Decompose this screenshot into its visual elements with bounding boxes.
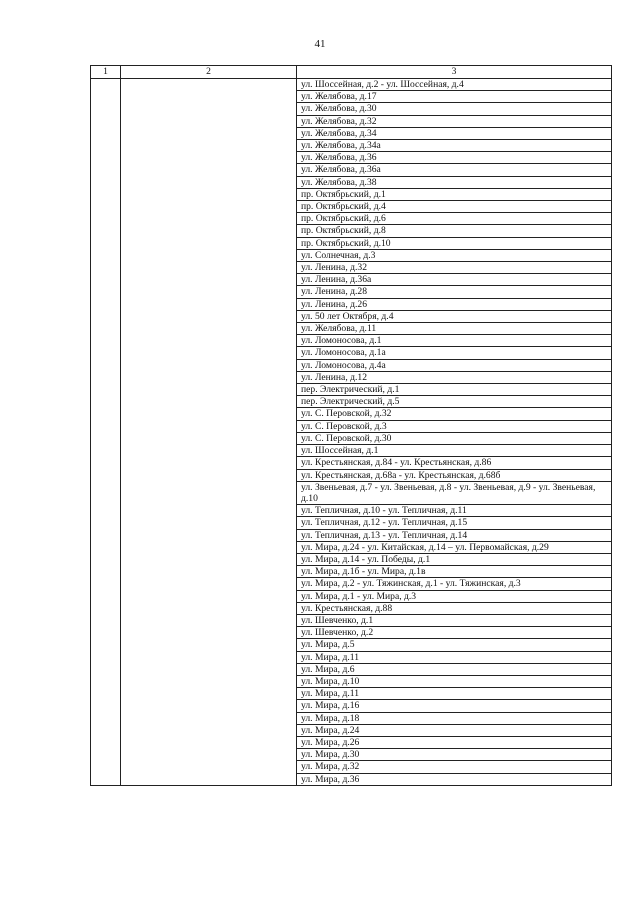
address-cell: ул. Желябова, д.11 xyxy=(297,323,612,335)
address-cell: ул. Ленина, д.36а xyxy=(297,274,612,286)
address-cell: ул. Желябова, д.32 xyxy=(297,115,612,127)
address-cell: ул. Крестьянская, д.88 xyxy=(297,602,612,614)
address-cell: пр. Октябрьский, д.10 xyxy=(297,237,612,249)
address-cell: ул. С. Перовской, д.3 xyxy=(297,420,612,432)
address-cell: ул. Ленина, д.28 xyxy=(297,286,612,298)
address-cell: пер. Электрический, д.5 xyxy=(297,396,612,408)
address-cell: ул. С. Перовской, д.30 xyxy=(297,432,612,444)
address-cell: ул. Мира, д.6 xyxy=(297,663,612,675)
table-body xyxy=(91,79,612,786)
address-cell: ул. Шевченко, д.1 xyxy=(297,614,612,626)
address-cell: ул. Желябова, д.36 xyxy=(297,152,612,164)
address-cell: ул. Мира, д.32 xyxy=(297,761,612,773)
address-cell: ул. Ленина, д.12 xyxy=(297,371,612,383)
column-header-1: 1 xyxy=(91,66,121,79)
address-cell: ул. С. Перовской, д.32 xyxy=(297,408,612,420)
address-cell: ул. Ломоносова, д.4а xyxy=(297,359,612,371)
address-table xyxy=(90,65,612,786)
address-cell: пр. Октябрьский, д.1 xyxy=(297,188,612,200)
address-cell: пр. Октябрьский, д.4 xyxy=(297,201,612,213)
address-cell: ул. Мира, д.18 xyxy=(297,712,612,724)
address-cell: ул. Мира, д.26 xyxy=(297,736,612,748)
address-cell: ул. Мира, д.16 xyxy=(297,700,612,712)
address-cell: ул. Звеньевая, д.7 - ул. Звеньевая, д.8 - ул. Звеньевая, д.9 - ул. Звеньевая, д.10 xyxy=(297,481,612,504)
column-header-3: 3 xyxy=(297,66,612,79)
table-row xyxy=(91,79,612,91)
address-cell: ул. Мира, д.30 xyxy=(297,749,612,761)
column-header-2: 2 xyxy=(121,66,297,79)
address-cell: ул. Мира, д.2 - ул. Тяжинская, д.1 - ул. Тяжинская, д.3 xyxy=(297,578,612,590)
column-2-cell xyxy=(121,79,297,786)
address-cell: ул. Шоссейная, д.2 - ул. Шоссейная, д.4 xyxy=(297,79,612,91)
address-cell: ул. Тепличная, д.13 - ул. Тепличная, д.14 xyxy=(297,529,612,541)
address-cell: пер. Электрический, д.1 xyxy=(297,384,612,396)
address-cell: ул. Желябова, д.17 xyxy=(297,91,612,103)
address-cell: ул. Мира, д.36 xyxy=(297,773,612,785)
address-cell: ул. Мира, д.11 xyxy=(297,688,612,700)
address-cell: ул. Мира, д.24 - ул. Китайская, д.14 – ул. Первомайская, д.29 xyxy=(297,541,612,553)
address-cell: ул. Мира, д.1 - ул. Мира, д.3 xyxy=(297,590,612,602)
column-1-cell xyxy=(91,79,121,786)
address-cell: пр. Октябрьский, д.8 xyxy=(297,225,612,237)
address-cell: ул. Мира, д.11 xyxy=(297,651,612,663)
address-cell: ул. Желябова, д.36а xyxy=(297,164,612,176)
address-cell: ул. Мира, д.14 - ул. Победы, д.1 xyxy=(297,553,612,565)
address-cell: ул. Желябова, д.30 xyxy=(297,103,612,115)
page-number: 41 xyxy=(314,38,326,50)
address-cell: ул. Желябова, д.34 xyxy=(297,127,612,139)
address-cell: ул. Тепличная, д.12 - ул. Тепличная, д.15 xyxy=(297,517,612,529)
address-cell: ул. 50 лет Октября, д.4 xyxy=(297,310,612,322)
address-cell: ул. Ломоносова, д.1 xyxy=(297,335,612,347)
address-cell: ул. Ломоносова, д.1а xyxy=(297,347,612,359)
address-cell: ул. Шоссейная, д.1 xyxy=(297,445,612,457)
address-cell: ул. Мира, д.24 xyxy=(297,724,612,736)
address-cell: ул. Мира, д.10 xyxy=(297,675,612,687)
address-cell: ул. Желябова, д.34а xyxy=(297,140,612,152)
address-cell: ул. Солнечная, д.3 xyxy=(297,249,612,261)
address-cell: ул. Крестьянская, д.68а - ул. Крестьянская, д.68б xyxy=(297,469,612,481)
table-header-row xyxy=(91,66,612,79)
address-cell: ул. Шевченко, д.2 xyxy=(297,627,612,639)
address-cell: ул. Ленина, д.26 xyxy=(297,298,612,310)
address-cell: ул. Мира, д.5 xyxy=(297,639,612,651)
address-cell: пр. Октябрьский, д.6 xyxy=(297,213,612,225)
address-cell: ул. Тепличная, д.10 - ул. Тепличная, д.11 xyxy=(297,505,612,517)
address-cell: ул. Мира, д.1б - ул. Мира, д.1в xyxy=(297,566,612,578)
address-cell: ул. Ленина, д.32 xyxy=(297,262,612,274)
address-cell: ул. Желябова, д.38 xyxy=(297,176,612,188)
address-cell: ул. Крестьянская, д.84 - ул. Крестьянская, д.86 xyxy=(297,457,612,469)
